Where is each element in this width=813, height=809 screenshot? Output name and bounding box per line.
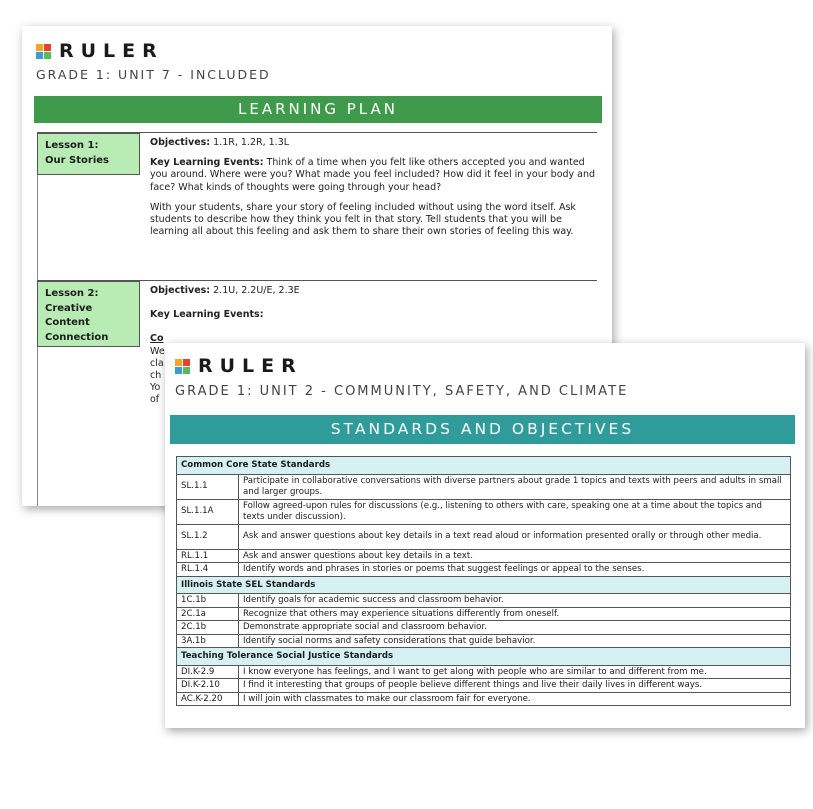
section-header: Teaching Tolerance Social Justice Standards xyxy=(177,648,791,666)
table-row: 2C.1a Recognize that others may experience situations differently from oneself. xyxy=(177,607,791,621)
lesson-1-row xyxy=(37,132,597,281)
lesson-1-body xyxy=(150,137,597,246)
table-row: SL.1.1 Participate in collaborative conversations with diverse partners about grade 1 topics and texts with peers and adults in small and larger groups. xyxy=(177,474,791,499)
lesson-1-objectives: Objectives: 1.1R, 1.2R, 1.3L xyxy=(150,137,290,148)
ruler-logo xyxy=(36,40,164,62)
table-row: 3A.1b Identify social norms and safety considerations that guide behavior. xyxy=(177,634,791,648)
ruler-logo-icon xyxy=(175,359,190,374)
table-row: DI.K-2.9 I know everyone has feelings, and I want to get along with people who are similar to and different from me. xyxy=(177,665,791,679)
learning-plan-banner: LEARNING PLAN xyxy=(34,96,602,123)
standards-banner: STANDARDS AND OBJECTIVES xyxy=(170,415,795,444)
table-row: SL.1.1A Follow agreed-upon rules for discussions (e.g., listening to others with care, speaking one at a time about the topics and texts under discussion). xyxy=(177,499,791,524)
lesson-2-key-learning-events: Key Learning Events: xyxy=(150,309,264,321)
ruler-logo-icon xyxy=(36,44,51,59)
standards-document xyxy=(165,343,805,728)
section-header: Common Core State Standards xyxy=(177,457,791,475)
ruler-wordmark: RULER xyxy=(59,40,164,62)
standards-table xyxy=(176,456,791,706)
unit-title: GRADE 1: UNIT 2 - COMMUNITY, SAFETY, AND CLIMATE xyxy=(175,384,629,399)
ruler-wordmark: RULER xyxy=(198,355,303,377)
section-header: Illinois State SEL Standards xyxy=(177,576,791,594)
table-row: 2C.1b Demonstrate appropriate social and classroom behavior. xyxy=(177,621,791,635)
lesson-2-objectives: Objectives: 2.1U, 2.2U/E, 2.3E xyxy=(150,285,300,296)
table-row: AC.K-2.20 I will join with classmates to make our classroom fair for everyone. xyxy=(177,692,791,706)
table-row: DI.K-2.10 I find it interesting that groups of people believe different things and live their daily lives in different ways. xyxy=(177,679,791,693)
lesson-2-label: Lesson 2: Creative Content Connection xyxy=(37,281,140,347)
unit-title: GRADE 1: UNIT 7 - INCLUDED xyxy=(36,67,271,82)
ruler-logo xyxy=(175,355,303,377)
table-row: RL.1.4 Identify words and phrases in stories or poems that suggest feelings or appeal to the senses. xyxy=(177,563,791,577)
table-row: 1C.1b Identify goals for academic success and classroom behavior. xyxy=(177,594,791,608)
lesson-1-label: Lesson 1: Our Stories xyxy=(37,133,140,175)
table-row: SL.1.2 Ask and answer questions about key details in a text read aloud or information presented orally or through other media. xyxy=(177,524,791,549)
lesson-2-partial-text: Co We cla ch Yo of xyxy=(150,333,165,406)
lesson-1-key-learning-events: Key Learning Events: Think of a time when you felt like others accepted you and wanted you around. Where were you? What made you feel included? How did it feel in your body and face? What kinds of thoughts were going through your head? xyxy=(150,157,596,193)
table-row: RL.1.1 Ask and answer questions about key details in a text. xyxy=(177,549,791,563)
lesson-1-paragraph: With your students, share your story of feeling included without using the word itself. Ask students to describe how they think you felt in that story. Tell students that you will be learning all about this feeling and ask them to share their own stories of feeling this way. xyxy=(150,201,576,238)
